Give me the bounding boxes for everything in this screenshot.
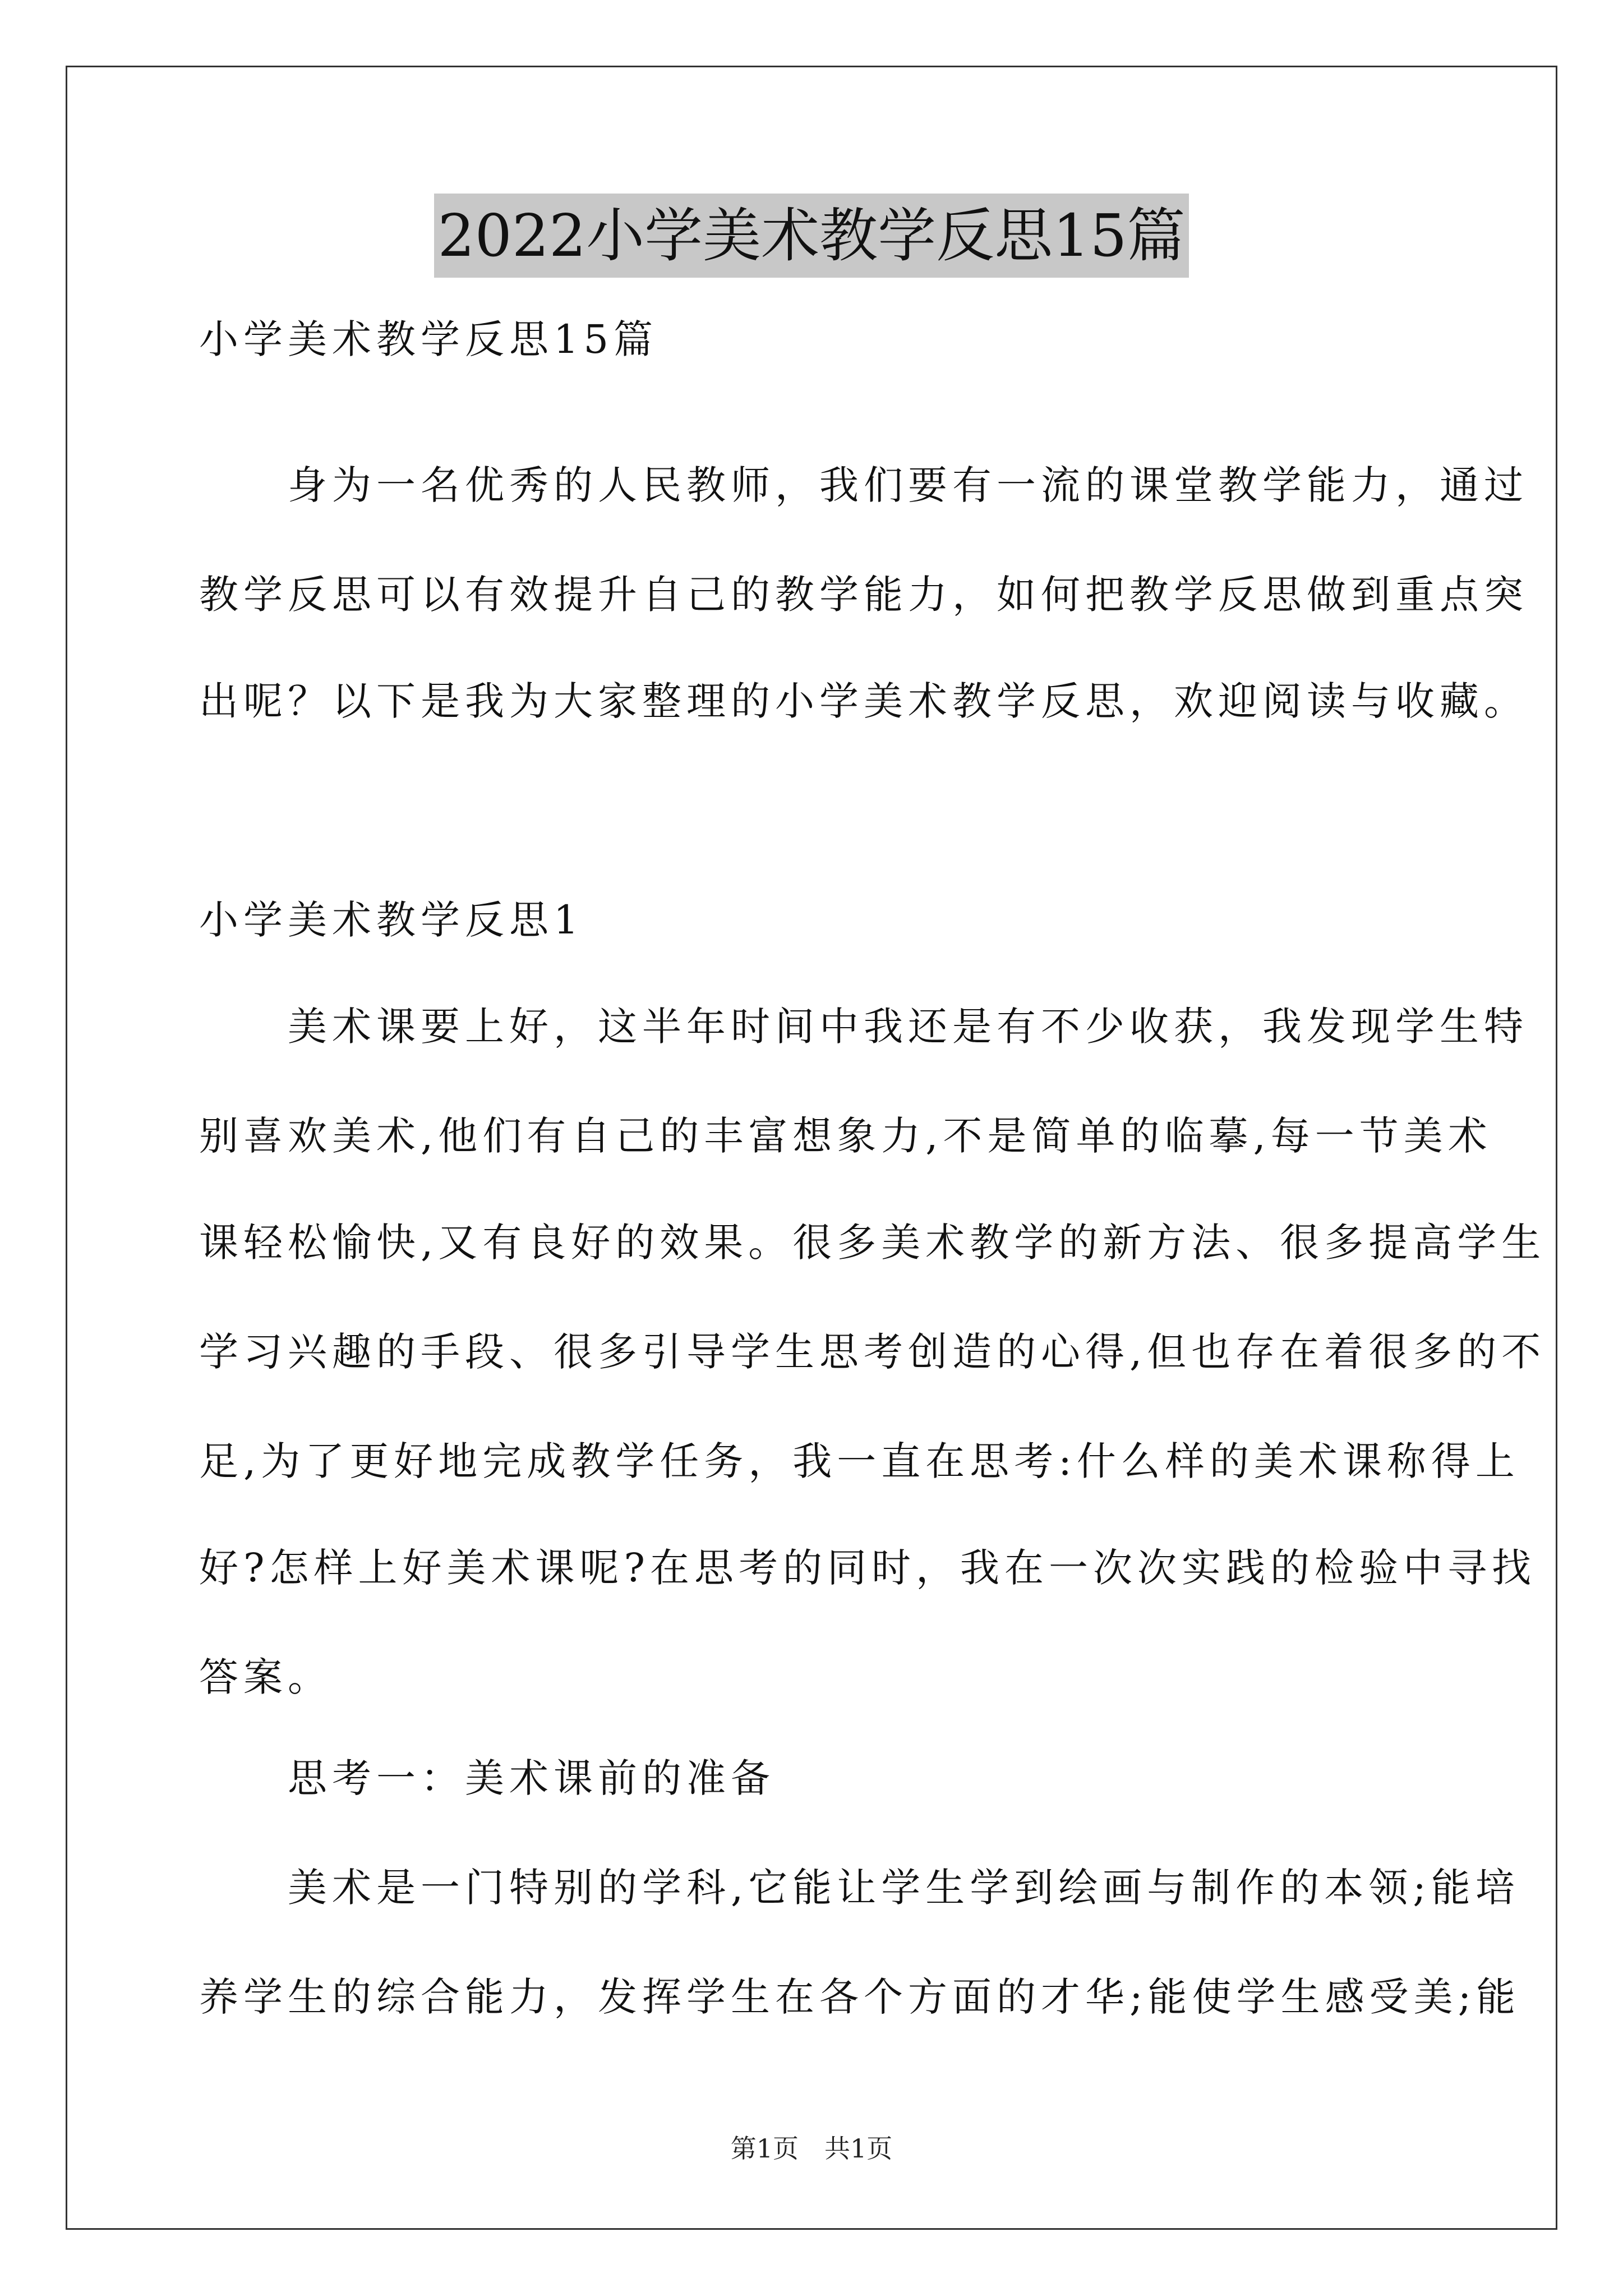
section-heading: 小学美术教学反思1 (199, 897, 584, 943)
body-line: 足,为了更好地完成教学任务，我一直在思考:什么样的美术课称得上 (199, 1438, 1520, 1484)
body-line: 出呢？以下是我为大家整理的小学美术教学反思，欢迎阅读与收藏。 (199, 678, 1528, 724)
body-line: 身为一名优秀的人民教师，我们要有一流的课堂教学能力，通过 (199, 462, 1528, 508)
body-line: 别喜欢美术,他们有自己的丰富想象力,不是简单的临摹,每一节美术 (199, 1113, 1492, 1159)
body-line: 养学生的综合能力，发挥学生在各个方面的才华;能使学生感受美;能 (199, 1974, 1521, 2020)
title-container (0, 194, 1623, 278)
document-title: 2022小学美术教学反思15篇 (434, 194, 1188, 278)
body-line: 美术是一门特别的学科,它能让学生学到绘画与制作的本领;能培 (199, 1865, 1520, 1911)
section-heading: 小学美术教学反思15篇 (199, 316, 658, 362)
body-line: 教学反思可以有效提升自己的教学能力，如何把教学反思做到重点突 (199, 572, 1528, 618)
body-line: 答案。 (199, 1654, 332, 1700)
body-line: 美术课要上好，这半年时间中我还是有不少收获，我发现学生特 (199, 1004, 1528, 1050)
body-line: 学习兴趣的手段、很多引导学生思考创造的心得,但也存在着很多的不 (199, 1329, 1546, 1375)
subheading: 思考一：美术课前的准备 (199, 1755, 775, 1801)
page-footer: 第1页 共1页 (730, 2133, 893, 2164)
body-line: 课轻松愉快,又有良好的效果。很多美术教学的新方法、很多提高学生 (199, 1220, 1546, 1266)
body-line: 好?怎样上好美术课呢?在思考的同时，我在一次次实践的检验中寻找 (199, 1545, 1537, 1591)
